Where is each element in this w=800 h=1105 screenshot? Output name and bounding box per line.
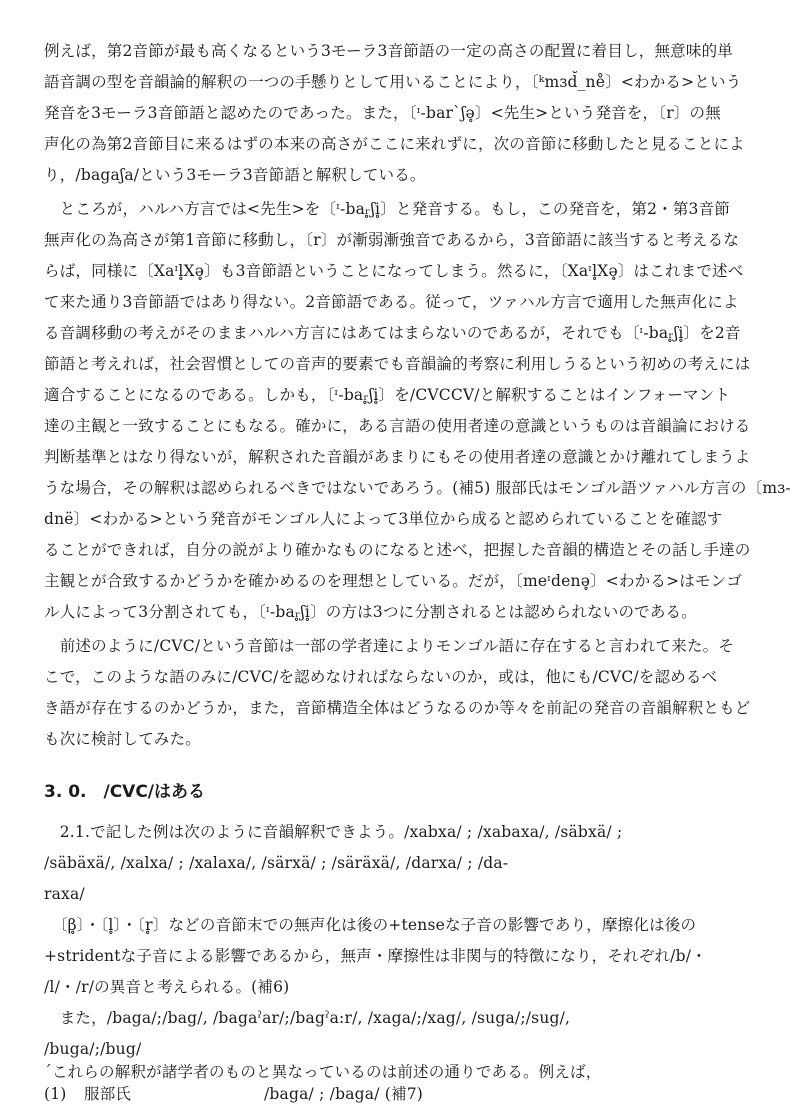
text-line: うな場合，その解釈は認められるべきではないであろう。(補5) 服部氏はモンゴル語ツァハル方言の〔mɜ- (44, 479, 791, 497)
text-line: り，/bagaʃa/という3モーラ3音節語と解釈している。 (44, 166, 426, 184)
document-page (44, 0, 791, 1105)
text-line: こで，このような語のみに/CVC/を認めなければならないのか，或は，他にも/CVC/を認めるべ (44, 668, 718, 686)
text-line: 発音を3モーラ3音節語と認めたのであった。また，〔ᶦ-barˋʃə̥〕<先生>という発音を，〔r〕の無 (44, 104, 721, 122)
text-line: も次に検討してみた。 (44, 730, 202, 748)
text-line: 主観とが合致するかどうかを確かめるのを理想としている。だが，〔meᶦdenə̥〕<わかる>はモンゴ (44, 572, 743, 590)
text-line: 〔β̥〕・〔l̥〕・〔r̥〕などの音節末での無声化は後の+tenseな子音の影響であり，摩擦化は後の (44, 916, 697, 934)
text-line: 判断基準とはなり得ないが，解釈された音韻があまりにもその使用者達の意識とかけ離れてしまうよ (44, 448, 751, 466)
text-line: 語音調の型を音韻論的解釈の一つの手懸りとして用いることにより，〔ᵏmɜd̆_ne̊〕<わかる>という (44, 73, 742, 91)
text-line: ル人によって3分割されても，〔ᶦ-baᵣ̥ʃi̥〕の方は3つに分割されるとは認められないのである。 (44, 603, 697, 621)
text-line: て来た通り3音節語ではあり得ない。2音節語である。従って，ツァハル方言で適用した無声化によ (44, 293, 739, 311)
text-line: 声化の為第2音節目に来るはずの本来の高さがここに来れずに，次の音節に移動したと見ることによ (44, 135, 745, 153)
text-line: 2.1.で記した例は次のように音韻解釈できよう。/xabxa/ ; /xabaxa/, /säbxä/ ; (44, 823, 623, 841)
text-line: また，/baga/;/bag/, /bagaˀar/;/bagˀa:r/, /xaga/;/xag/, /suga/;/sug/, (44, 1009, 571, 1027)
text-line: る音調移動の考えがそのままハルハ方言にはあてはまらないのであるが，それでも〔ᶦ-baᵣ̥ʃi̥〕を2音 (44, 324, 741, 342)
text-line: き語が存在するのかどうか，また，音節構造全体はどうなるのか等々を前記の発音の音韻解釈ともど (44, 699, 751, 717)
text-line: 節語と考えれば，社会習慣としての音声的要素でも音韻論的考察に利用しうるという初めの考えには (44, 355, 751, 373)
text-line: らば，同様に〔Xaᶦl̥Xə̥〕も3音節語ということになってしまう。然るに，〔Xaᶦl̥Xə̥〕はこれまで述べ (44, 262, 744, 280)
text-line: 例えば，第2音節が最も高くなるという3モーラ3音節語の一定の高さの配置に着目し，無意味的単 (44, 42, 733, 60)
text-line: dnë〕<わかる>という発音がモンゴル人によって3単位から成ると認められていることを確認す (44, 510, 723, 528)
text-line: /l/・/r/の異音と考えられる。(補6) (44, 978, 290, 996)
text-line: ところが，ハルハ方言では<先生>を〔ᶦ-baᵣ̥ʃi̥〕と発音する。もし，この発音を，第2・第3音節 (44, 200, 730, 218)
list-interpretation: /baga/ ; /baga/ (補7) (264, 1085, 424, 1103)
text-line: 適合することになるのである。しかも，〔ᶦ-baᵣ̥ʃi̥〕を/CVCCV/と解釈することはインフォーマント (44, 386, 731, 404)
section-heading: 3. 0. /CVC/はある (44, 782, 206, 802)
text-line: /säbäxä/, /xalxa/ ; /xalaxa/, /särxä/ ; /säräxä/, /darxa/ ; /da- (44, 854, 509, 872)
text-line: +stridentな子音による影響であるから，無声・摩擦性は非関与的特徴になり，それぞれ/b/・ (44, 947, 707, 965)
text-line: ˊこれらの解釈が諸学者のものと異なっているのは前述の通りである。例えば， (44, 1063, 602, 1081)
list-number: (1) (44, 1085, 67, 1103)
text-line: 前述のように/CVC/という音節は一部の学者達によりモンゴル語に存在すると言われて来た。そ (44, 637, 735, 655)
text-line: /buga/;/bug/ (44, 1040, 142, 1058)
text-line: raxa/ (44, 885, 85, 903)
text-line: 達の主観と一致することにもなる。確かに，ある言語の使用者達の意識というものは音韻論における (44, 417, 751, 435)
text-line: 無声化の為高さが第1音節に移動し，〔r〕が漸弱漸強音であるから，3音節語に該当すると考えるな (44, 231, 740, 249)
list-name: 服部氏 (84, 1085, 132, 1103)
text-line: ることができれば，自分の説がより確かなものになると述べ，把握した音韻的構造とその話し手達の (44, 541, 751, 559)
